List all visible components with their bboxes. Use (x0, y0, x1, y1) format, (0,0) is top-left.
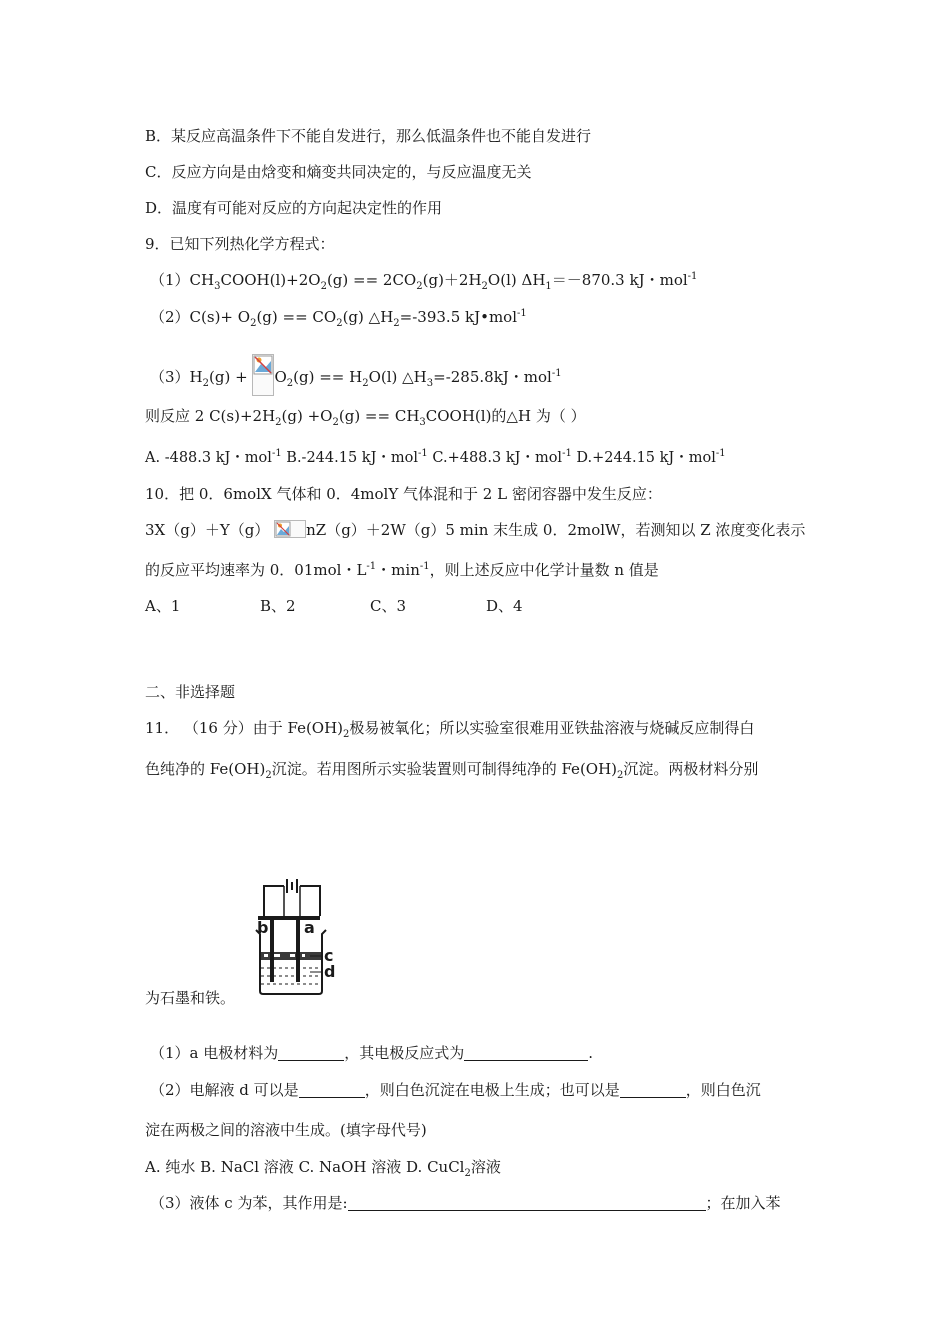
q8-option-d: D．温度有可能对反应的方向起决定性的作用 (145, 199, 443, 217)
fraction-image-placeholder-icon (252, 354, 274, 396)
q11-part-2: （2）电解液 d 可以是 ，则白色沉淀在电极上生成；也可以是 ，则白色沉 (150, 1081, 761, 1099)
answer-blank[interactable] (464, 1045, 588, 1061)
q10-equation: 3X（g）＋Y（g） nZ（g）＋2W（g）5 min 末生成 0．2molW，若测知以 Z 浓度变化表示 (145, 521, 806, 539)
layer-label-d: d (324, 962, 336, 981)
q9-equation-1: $(1)CH_3COOH(l)+2O_2(g) == 2CO_2(g)+2H_2O(l)$ $\Delta H_1=-870.3$ kJ・mol$^{-1}$ (150, 271, 698, 292)
answer-blank[interactable] (348, 1195, 706, 1211)
q10-option-c: C、3 (370, 597, 407, 615)
electrode-label-b: b (257, 918, 269, 937)
q8-option-c: C．反应方向是由焓变和熵变共同决定的，与反应温度无关 (145, 163, 532, 181)
q10-option-d: D、4 (486, 597, 523, 615)
q8-option-b: B．某反应高温条件下不能自发进行，那么低温条件也不能自发进行 (145, 127, 592, 145)
reversible-arrow-image-placeholder-icon (274, 520, 306, 538)
q11-line-2: 色纯净的 $Fe(OH)_2$沉淀。若用图所示实验装置则可制得纯净的 $Fe(OH)_2$沉淀。两极材料分别 (145, 760, 759, 781)
q9-stem: 9．已知下列热化学方程式： (145, 235, 335, 253)
q10-option-b: B、2 (260, 597, 296, 615)
q10-rate: 的反应平均速率为 0．01mol・$L^{-1}$・$\min^{-1}$，则上述反应中化学计量数 n 值是 (145, 561, 659, 579)
layer-label-c: c (324, 946, 334, 965)
q11-line-1: 11． （16 分）由于 $Fe(OH)_2$极易被氧化；所以实验室很难用亚铁盐溶液与烧碱反应制得白 (145, 719, 755, 740)
electrode-label-a: a (304, 918, 315, 937)
q11-part-3: （3）液体 c 为苯，其作用是: ；在加入苯 (150, 1194, 781, 1212)
section-heading: 二、非选择题 (145, 683, 236, 701)
q9-equation-3: $(3)H_2(g)$ + $O_2(g) == H_2O(l)$ $\triangle H_3=-285.8kJ$・mol$^{-1}$ (150, 354, 562, 396)
answer-blank[interactable] (299, 1082, 365, 1098)
q10-options (145, 596, 523, 616)
q9-question: 则反应 2 $C(s)+2H_2(g) +O_2(g)$ == $CH_3COOH(l)$的△H 为（ ） (145, 407, 586, 428)
q11-options: A. 纯水 B. NaCl 溶液 C. NaOH 溶液 D. CuCl$_2$溶液 (145, 1158, 501, 1179)
answer-blank[interactable] (278, 1045, 344, 1061)
q11-line-3: 为石墨和铁。 (145, 989, 236, 1007)
q11-part-1: （1）a 电极材料为 ，其电极反应式为 . (150, 1044, 594, 1062)
q9-equation-2: $(2)C(s)+ O_2(g) == CO_2(g)$ $\triangle H_2=-393.5$ kJ•mol$^{-1}$ (150, 308, 527, 329)
q11-part-2-continued: 淀在两极之间的溶液中生成。(填字母代号) (145, 1121, 427, 1139)
answer-blank[interactable] (620, 1082, 686, 1098)
electrolysis-apparatus-figure (250, 876, 340, 1002)
q10-option-a: A、1 (145, 597, 181, 615)
q9-options: A. -488.3 kJ・mol$^{-1}$ B.-244.15 kJ・mol$^{-1}$ C.+488.3 kJ・mol$^{-1}$ D.+244.15 kJ・mol$^{-1}$ (145, 448, 726, 466)
q10-stem: 10．把 0．6molX 气体和 0．4molY 气体混和于 2 L 密闭容器中发生反应： (145, 485, 662, 503)
